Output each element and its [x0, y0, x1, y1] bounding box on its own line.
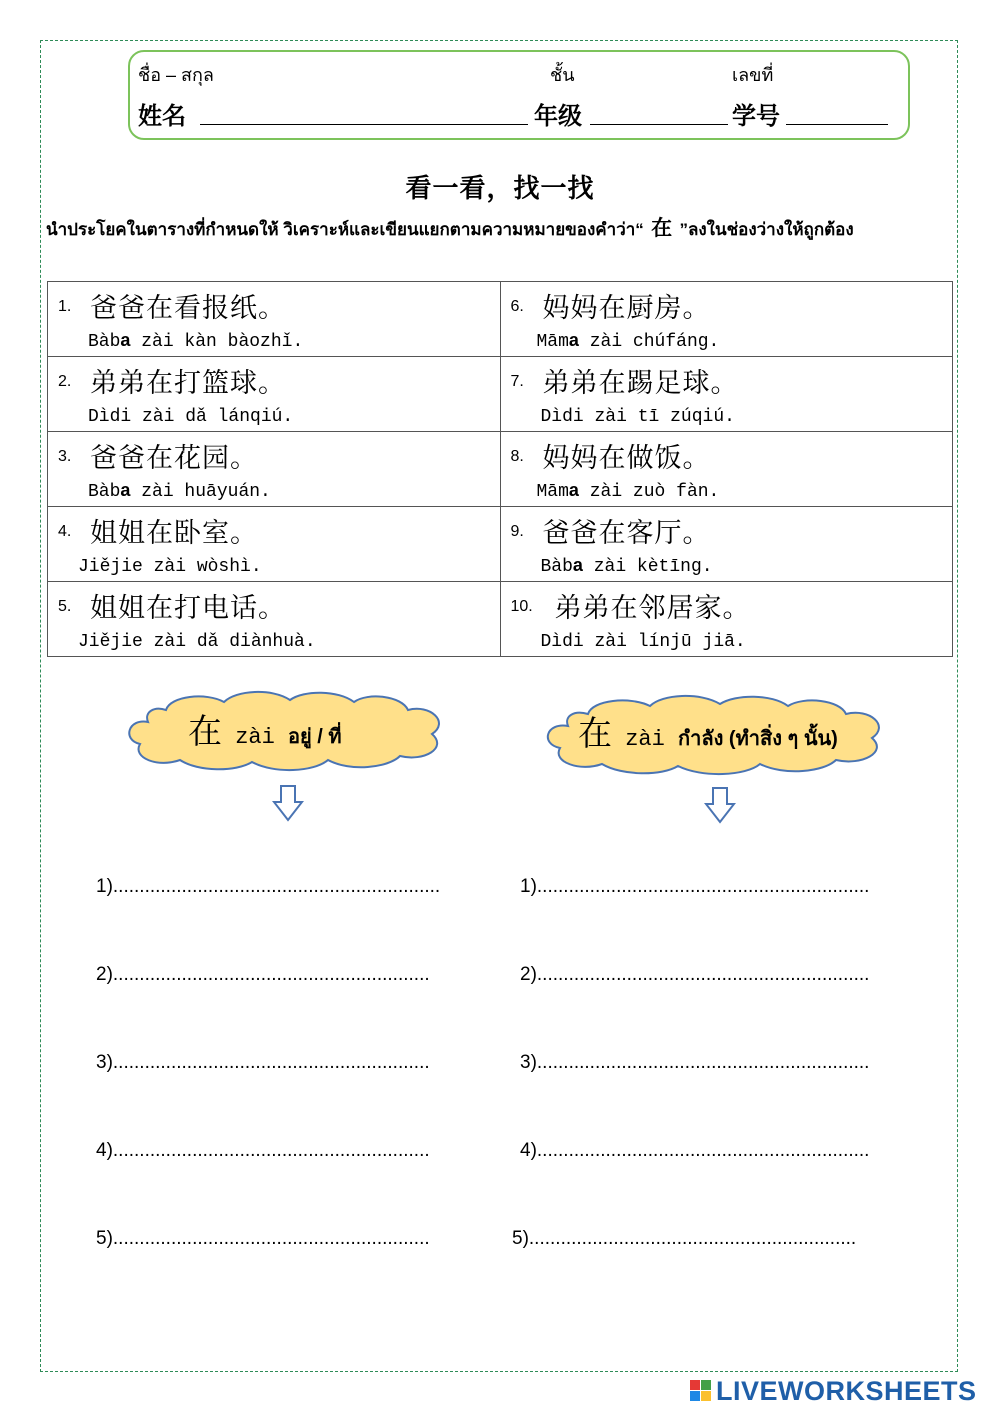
- cloud-left-meaning: อยู่ / ที่: [288, 726, 342, 748]
- sentence-number: 2.: [58, 373, 72, 390]
- sentence-number: 3.: [58, 448, 72, 465]
- answer-right-3[interactable]: 3)...............................................................: [520, 1052, 870, 1073]
- answer-right-4[interactable]: 4)...............................................................: [520, 1140, 870, 1161]
- answer-left-1[interactable]: 1)..............................................................: [96, 876, 441, 897]
- sentence-number: 1.: [58, 298, 72, 315]
- logo-square: [690, 1391, 700, 1401]
- sentence-chinese: 姐姐在卧室。: [90, 518, 258, 549]
- student-info-box: [128, 50, 910, 140]
- sentence-cell: [48, 282, 501, 357]
- pinyin-part: Bàb: [88, 482, 121, 502]
- table-row: [48, 357, 953, 432]
- sentence-chinese: 弟弟在踢足球。: [542, 368, 739, 399]
- pinyin-part: Mām: [536, 332, 569, 352]
- answer-right-1[interactable]: 1)...............................................................: [520, 876, 870, 897]
- sentence-cell: [500, 357, 953, 432]
- answer-left-5[interactable]: 5)............................................................: [96, 1228, 430, 1249]
- instruction-zai: 在: [643, 216, 680, 240]
- sentence-cell: [48, 357, 501, 432]
- sentence-chinese: 弟弟在打篮球。: [90, 368, 286, 399]
- logo-mark-icon: [690, 1380, 712, 1402]
- sentence-pinyin: [541, 405, 735, 427]
- pinyin-bold: a: [572, 555, 583, 575]
- sentence-cell: [500, 507, 953, 582]
- table-row: [48, 582, 953, 657]
- sentence-cell: [500, 432, 953, 507]
- liveworksheets-logo: [690, 1376, 977, 1406]
- class-field[interactable]: [590, 124, 728, 125]
- pinyin-part: zài huāyuán.: [130, 482, 271, 502]
- sentence-cell: [500, 582, 953, 657]
- sentence-number: 4.: [58, 523, 72, 540]
- sentence-number: 9.: [510, 523, 524, 540]
- sentence-chinese: 爸爸在看报纸。: [90, 293, 286, 324]
- pinyin-bold: a: [120, 480, 131, 500]
- class-label-thai: ชั้น: [550, 65, 575, 85]
- sentence-chinese: 妈妈在厨房。: [542, 293, 711, 324]
- pinyin-part: zài kètīng.: [582, 557, 713, 577]
- table-row: [48, 282, 953, 357]
- sentence-chinese: 姐姐在打电话。: [90, 593, 286, 624]
- cloud-left-zai: 在: [188, 712, 222, 752]
- sentence-chinese: 爸爸在客厅。: [542, 518, 711, 549]
- sentence-table: [47, 281, 953, 657]
- sentence-pinyin: [537, 480, 720, 502]
- instruction-before: นำประโยคในตารางที่กำหนดให้ วิเคราะห์และเขียนแยกตามความหมายของคำว่า“: [46, 220, 644, 239]
- sentence-number: 8.: [510, 448, 524, 465]
- pinyin-bold: a: [568, 480, 579, 500]
- sentence-chinese: 弟弟在邻居家。: [554, 593, 751, 624]
- cloud-right-label: [578, 706, 838, 755]
- sentence-chinese: 妈妈在做饭。: [542, 443, 711, 474]
- name-label-thai: ชื่อ – สกุล: [138, 65, 214, 85]
- number-label-thai: เลขที่: [732, 65, 774, 85]
- pinyin-part: Dìdi zài tī zúqiú.: [540, 407, 735, 427]
- answer-right-2[interactable]: 2)...............................................................: [520, 964, 870, 985]
- pinyin-part: Jiějie zài dǎ diànhuà.: [78, 632, 316, 652]
- cloud-right-meaning: กำลัง (ทำสิ่ง ๆ นั้น): [678, 728, 838, 750]
- instruction-text: [46, 212, 966, 243]
- sentence-pinyin: [88, 330, 303, 352]
- pinyin-part: Mām: [536, 482, 569, 502]
- answer-right-5[interactable]: 5)..............................................................: [512, 1228, 857, 1249]
- answer-left-3[interactable]: 3)............................................................: [96, 1052, 430, 1073]
- pinyin-part: Jiějie zài wòshì.: [78, 557, 262, 577]
- pinyin-part: Bàb: [540, 557, 573, 577]
- cloud-left-label: [188, 704, 342, 753]
- sentence-pinyin: [541, 630, 746, 652]
- sentence-number: 6.: [510, 298, 524, 315]
- cloud-right-zai: 在: [578, 714, 612, 754]
- sentence-number: 7.: [510, 373, 524, 390]
- table-row: [48, 432, 953, 507]
- worksheet-title: 看一看，找一找: [405, 174, 595, 204]
- sentence-cell: [48, 432, 501, 507]
- pinyin-part: zài zuò fàn.: [578, 482, 720, 502]
- pinyin-part: Bàb: [88, 332, 121, 352]
- logo-square: [690, 1380, 700, 1390]
- pinyin-part: Dìdi zài dǎ lánqiú.: [88, 407, 294, 427]
- instruction-after: ”ลงในช่องว่างให้ถูกต้อง: [679, 220, 854, 239]
- sentence-cell: [48, 507, 501, 582]
- pinyin-part: Dìdi zài línjū jiā.: [540, 632, 746, 652]
- pinyin-bold: a: [568, 330, 579, 350]
- sentence-pinyin: [537, 330, 720, 352]
- number-field[interactable]: [786, 124, 888, 125]
- cloud-right-pinyin: zài: [612, 727, 679, 752]
- down-arrow-icon: [272, 784, 304, 822]
- sentence-number: 10.: [510, 598, 533, 615]
- sentence-pinyin: [88, 405, 293, 427]
- cloud-left-pinyin: zài: [222, 725, 289, 750]
- logo-square: [701, 1391, 711, 1401]
- logo-square: [701, 1380, 711, 1390]
- name-label-cn: 姓名: [138, 102, 186, 130]
- table-row: [48, 507, 953, 582]
- sentence-pinyin: [78, 630, 316, 652]
- sentence-cell: [500, 282, 953, 357]
- pinyin-bold: a: [120, 330, 131, 350]
- answer-left-2[interactable]: 2)............................................................: [96, 964, 430, 985]
- sentence-pinyin: [78, 555, 262, 577]
- sentence-cell: [48, 582, 501, 657]
- down-arrow-icon: [704, 786, 736, 824]
- number-label-cn: 学号: [732, 102, 780, 130]
- sentence-number: 5.: [58, 598, 72, 615]
- sentence-pinyin: [541, 555, 713, 577]
- pinyin-part: zài kàn bàozhǐ.: [130, 332, 304, 352]
- pinyin-part: zài chúfáng.: [578, 332, 720, 352]
- logo-text: LIVEWORKSHEETS: [716, 1375, 977, 1406]
- answer-left-4[interactable]: 4)............................................................: [96, 1140, 430, 1161]
- class-label-cn: 年级: [534, 102, 582, 130]
- sentence-chinese: 爸爸在花园。: [90, 443, 258, 474]
- sentence-pinyin: [88, 480, 271, 502]
- name-field[interactable]: [200, 124, 528, 125]
